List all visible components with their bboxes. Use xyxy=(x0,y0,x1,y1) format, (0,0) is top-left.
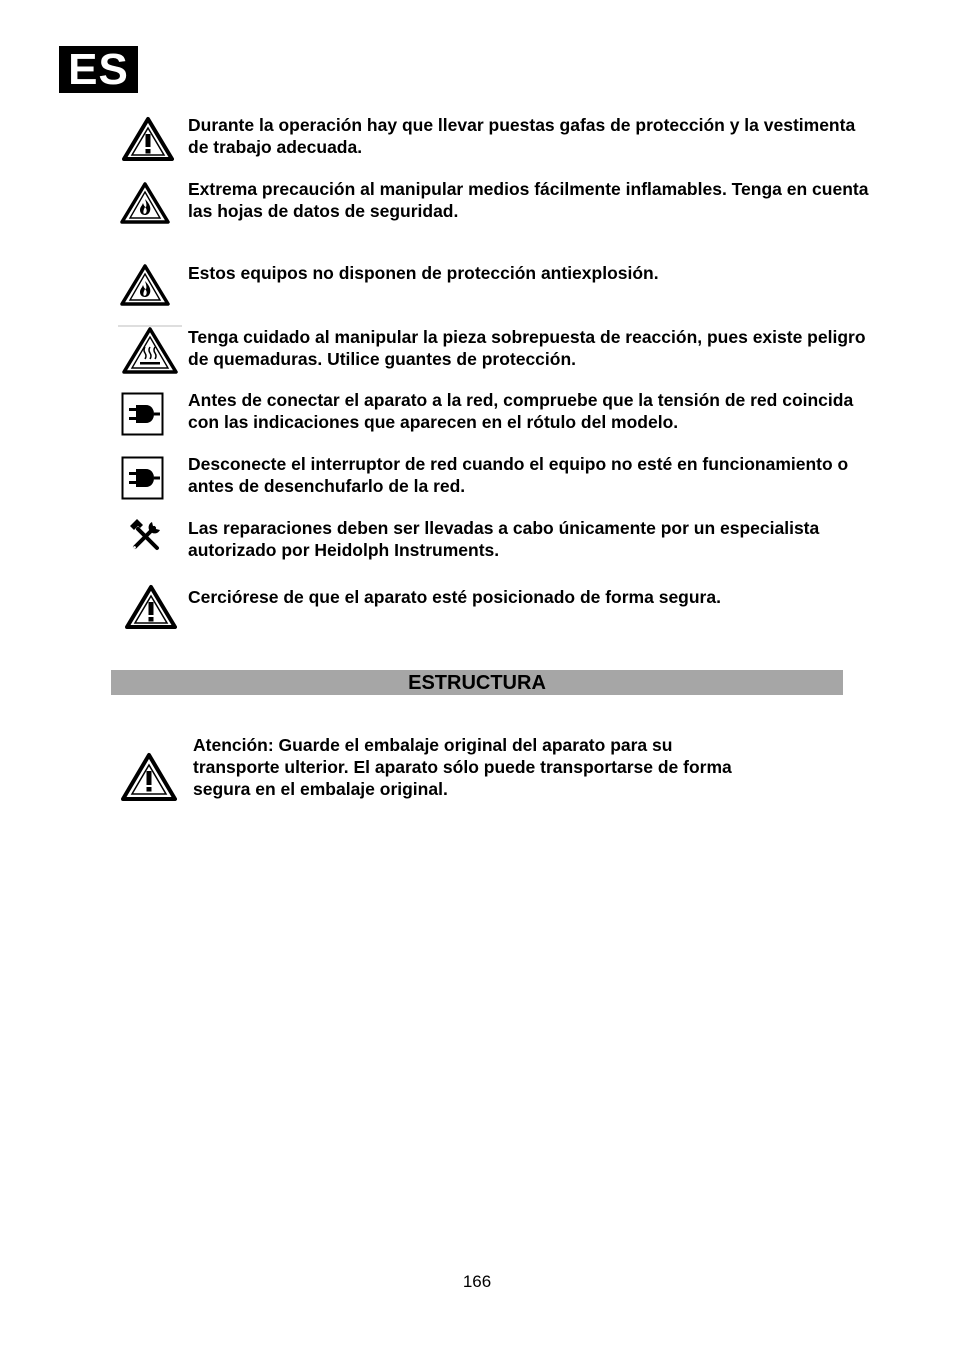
flammable-icon xyxy=(120,263,170,307)
warning-text: Estos equipos no disponen de protección antiexplosión. xyxy=(188,263,659,283)
warning-text: Durante la operación hay que llevar puestas gafas de protección y la vestimenta de trabajo adecuada. xyxy=(188,115,856,157)
plug-icon xyxy=(121,392,164,436)
warning-text: Desconecte el interruptor de red cuando el equipo no esté en funcionamiento o antes de desenchufarlo de la red. xyxy=(188,454,849,496)
warning-text: Tenga cuidado al manipular la pieza sobrepuesta de reacción, pues existe peligro de quemaduras. Utilice guantes de protección. xyxy=(188,327,866,369)
language-badge: ES xyxy=(59,46,138,93)
page-number: 166 xyxy=(462,1272,492,1291)
warning-text: Antes de conectar el aparato a la red, compruebe que la tensión de red coincida con las indicaciones que aparecen en el rótulo del modelo. xyxy=(188,390,854,432)
section-heading: ESTRUCTURA xyxy=(111,670,843,695)
warning-text: Extrema precaución al manipular medios fácilmente inflamables. Tenga en cuenta las hojas de datos de seguridad. xyxy=(188,179,869,221)
flammable-icon xyxy=(120,181,170,225)
warning-triangle-icon xyxy=(122,116,174,162)
warning-text: Cerciórese de que el aparato esté posicionado de forma segura. xyxy=(188,587,721,607)
warning-triangle-icon xyxy=(121,752,177,802)
warning-triangle-icon xyxy=(125,584,177,630)
plug-icon xyxy=(121,456,164,500)
tools-icon xyxy=(128,518,164,552)
hot-surface-icon xyxy=(118,325,182,375)
warning-text: Las reparaciones deben ser llevadas a cabo únicamente por un especialista autorizado por Heidolph Instruments. xyxy=(188,518,820,560)
attention-text: Atención: Guarde el embalaje original del aparato para su transporte ulterior. El aparato sólo puede transportarse de forma segura en el embalaje original. xyxy=(193,735,732,799)
